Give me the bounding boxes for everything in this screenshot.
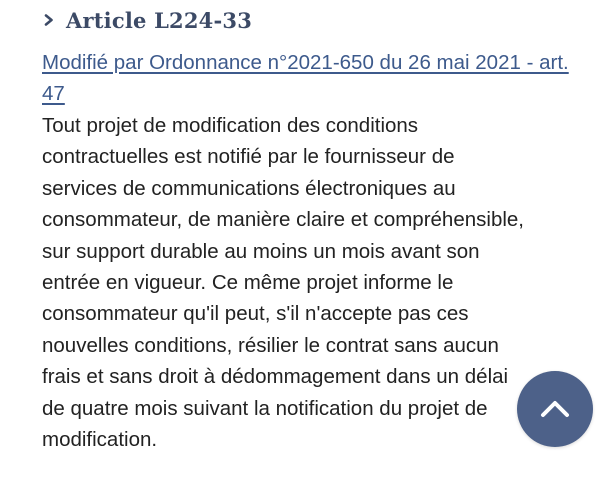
body-line: entrée en vigueur. Ce même projet informe le xyxy=(42,271,454,295)
body-line: frais et sans droit à dédommagement dans un délai xyxy=(42,365,509,389)
article-title: Article L224-33 xyxy=(66,7,253,33)
article-header[interactable] xyxy=(44,4,252,36)
chevron-right-icon xyxy=(44,14,54,24)
body-line: Tout projet de modification des conditions xyxy=(42,114,419,137)
modification-link[interactable]: Modifié par Ordonnance n°2021-650 du 26 mai 2021 - art. 47 xyxy=(42,51,569,105)
body-line: consommateur, de manière claire et compréhensible, xyxy=(42,208,524,232)
body-line: nouvelles conditions, résilier le contrat sans aucun xyxy=(42,333,499,357)
article-body xyxy=(42,110,582,455)
body-line: contractuelles est notifié par le fournisseur de xyxy=(42,145,455,169)
body-line: de quatre mois suivant la notification du projet de xyxy=(42,396,488,420)
scroll-to-top-button[interactable] xyxy=(517,371,593,447)
body-line: sur support durable au moins un mois avant son xyxy=(42,239,480,263)
body-line: consommateur qu'il peut, s'il n'accepte pas ces xyxy=(42,302,469,326)
body-line: services de communications électroniques au xyxy=(42,176,456,200)
body-line: modification. xyxy=(42,428,158,452)
chevron-up-icon xyxy=(540,399,570,419)
